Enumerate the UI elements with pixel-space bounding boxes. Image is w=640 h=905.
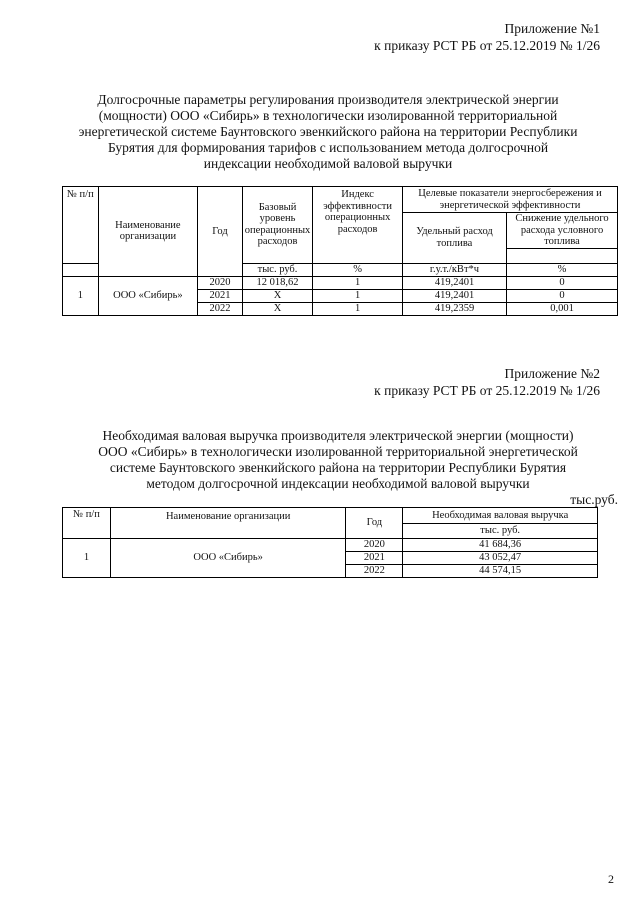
header-fuel: Удельный расход топлива — [402, 213, 506, 264]
row-reduce: 0 — [507, 276, 618, 289]
header-reduce: Снижение удельного расхода условного топлива — [507, 213, 618, 249]
header-reduce-cont — [507, 248, 618, 263]
row-reduce: 0 — [507, 289, 618, 302]
row-year: 2022 — [198, 302, 243, 315]
appendix2-table — [62, 507, 598, 578]
unit-base: тыс. руб. — [242, 263, 312, 276]
row-num: 1 — [63, 539, 111, 578]
row-base: X — [242, 302, 312, 315]
unit-fuel: г.у.т./кВт*ч — [402, 263, 506, 276]
unit-nvv: тыс. руб. — [403, 524, 598, 539]
appendix2-title: Приложение №2 — [504, 366, 600, 381]
header-index: Индекс эффективности операционных расходов — [313, 187, 403, 264]
header-org: Наименование организации — [110, 508, 346, 539]
page-number: 2 — [608, 872, 614, 886]
unit-reduce: % — [507, 263, 618, 276]
row-year: 2021 — [198, 289, 243, 302]
table-row — [63, 539, 598, 552]
header-num-cont — [63, 263, 99, 276]
header-num: № п/п — [63, 187, 99, 264]
row-fuel: 419,2401 — [402, 276, 506, 289]
header-org: Наименование организации — [98, 187, 197, 277]
header-year: Год — [346, 508, 403, 539]
table-row — [63, 276, 618, 289]
unit-index: % — [313, 263, 403, 276]
row-index: 1 — [313, 289, 403, 302]
appendix1-heading: Долгосрочные параметры регулирования производителя электрической энергии (мощности) ООО «Сибирь» в технологически изолированной территориальной энергетической системе Баунтовского эвенкийского района на территории Республики Бурятия для формирования тарифов с использованием метода долгосрочной индексации необходимой валовой выручки — [78, 92, 578, 171]
row-org: ООО «Сибирь» — [98, 276, 197, 315]
row-num: 1 — [63, 276, 99, 315]
row-fuel: 419,2359 — [402, 302, 506, 315]
appendix1-header — [374, 20, 600, 54]
appendix2-heading: Необходимая валовая выручка производителя электрической энергии (мощности) ООО «Сибирь» в технологически изолированной территориальной энергетической системе Баунтовского эвенкийского района на территории Республики Бурятия методом долгосрочной индексации необходимой валовой выручки — [98, 428, 578, 491]
row-index: 1 — [313, 302, 403, 315]
row-value: 44 574,15 — [403, 565, 598, 578]
header-base: Базовый уровень операционных расходов — [242, 187, 312, 264]
appendix1-order: к приказу РСТ РБ от 25.12.2019 № 1/26 — [374, 38, 600, 53]
appendix2-order: к приказу РСТ РБ от 25.12.2019 № 1/26 — [374, 383, 600, 398]
row-year: 2022 — [346, 565, 403, 578]
row-value: 43 052,47 — [403, 552, 598, 565]
header-num: № п/п — [63, 508, 111, 539]
appendix1-title: Приложение №1 — [504, 21, 600, 36]
row-year: 2021 — [346, 552, 403, 565]
row-index: 1 — [313, 276, 403, 289]
row-org: ООО «Сибирь» — [110, 539, 346, 578]
row-reduce: 0,001 — [507, 302, 618, 315]
row-base: X — [242, 289, 312, 302]
appendix2-header — [374, 365, 600, 399]
appendix1-table — [62, 186, 618, 316]
row-base: 12 018,62 — [242, 276, 312, 289]
units-label: тыс.руб. — [570, 492, 618, 507]
header-targets: Целевые показатели энергосбережения и энергетической эффективности — [402, 187, 617, 213]
row-year: 2020 — [198, 276, 243, 289]
header-year: Год — [198, 187, 243, 277]
row-fuel: 419,2401 — [402, 289, 506, 302]
header-nvv: Необходимая валовая выручка — [403, 508, 598, 524]
row-value: 41 684,36 — [403, 539, 598, 552]
row-year: 2020 — [346, 539, 403, 552]
